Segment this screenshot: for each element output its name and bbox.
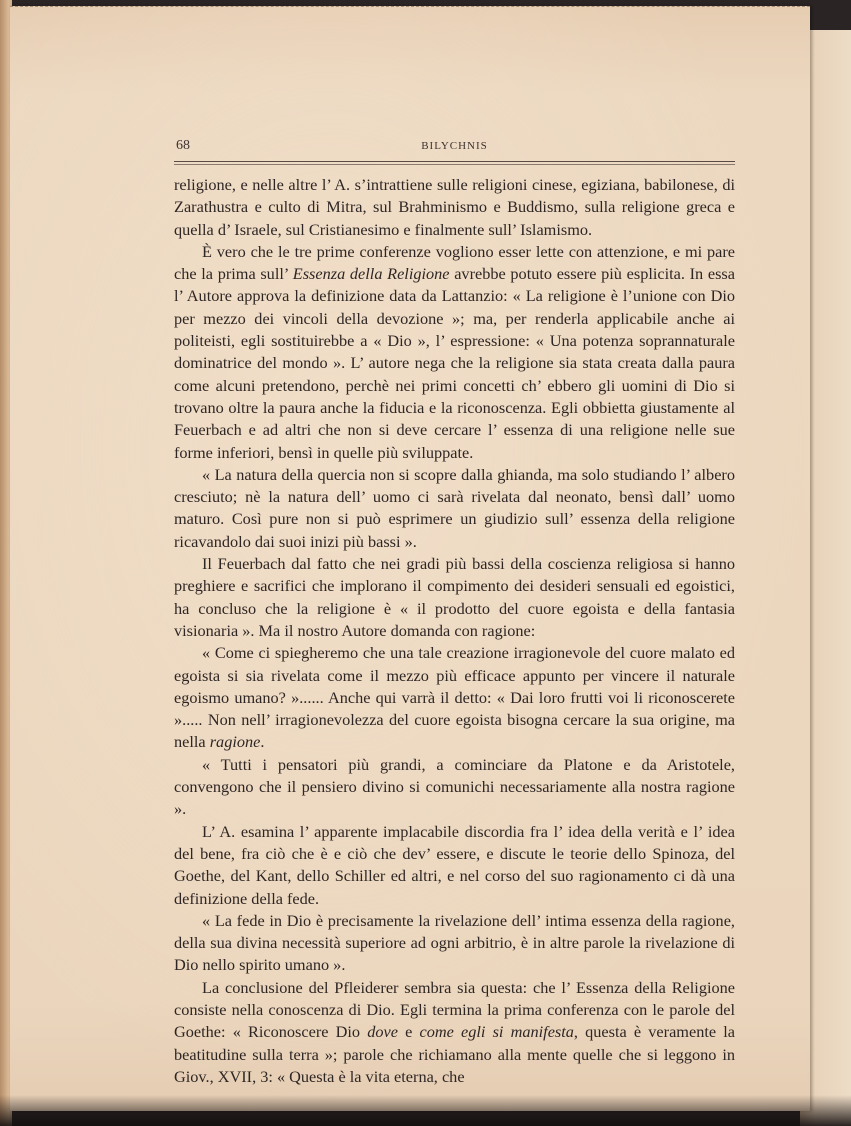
quote-paragraph bbox=[174, 754, 735, 821]
text-segment: « Come ci spiegheremo che una tale creazione irragionevole del cuore malato ed egoista si sia rivelata come il mezzo più efficace appunto per vincere il naturale egoismo umano? »...... Anche qui varrà il detto: « Dai loro frutti voi li riconoscerete »..... Non nell’ irragionevolezza del cuore egoista bisogna cercare la sua origine, ma nella bbox=[174, 643, 735, 752]
paragraph bbox=[174, 977, 735, 1088]
header-rule bbox=[174, 161, 735, 165]
body-text bbox=[174, 174, 735, 1088]
text-segment: . bbox=[260, 732, 265, 752]
text-segment: avrebbe potuto essere più esplicita. In essa l’ Autore approva la definizione data da Lattanzio: « La religione è l’unione con Dio per mezzo dei vincoli della devozione »; ma, per renderla applicabile anche ai politeisti, egli sostituirebbe a « Dio », l’ espressione: « Una potenza soprannaturale dominatrice del mondo ». L’ autore nega che la religione sia stata creata dalla paura come alcuni pretendono, perchè nei primi concetti ch’ ebbero gli uomini di Dio si trovano oltre la paura anche la fiducia e la riconoscenza. Egli obbietta giustamente al Feuerbach e ad altri che non si deve cercare l’ essenza di una religione nelle sue forme inferiori, bensì in quelle più sviluppate. bbox=[174, 264, 735, 462]
text-segment: L’ A. esamina l’ apparente implacabile discordia fra l’ idea della verità e l’ idea del bene, fra ciò che è e ciò che dev’ essere, e discute le teorie dello Spinoza, del Goethe, del Kant, dello Schiller ed altri, e nel corso del suo ragionamento ci dà una definizione della fede. bbox=[174, 821, 735, 908]
text-segment: È vero che le tre prime conferenze vogliono esser lette con attenzione, e mi pare che la prima sull’ bbox=[174, 241, 735, 284]
quote-paragraph bbox=[174, 642, 735, 753]
text-segment: « La fede in Dio è precisamente la rivelazione dell’ intima essenza della ragione, della sua divina necessità superiore ad ogni arbitrio, è in altre parole la rivelazione di Dio nello spirito umano ». bbox=[174, 910, 735, 975]
text-segment: Il Feuerbach dal fatto che nei gradi più bassi della coscienza religiosa si hanno preghiere e sacrifici che implorano il compimento dei desideri sensuali ed egoistici, ha concluso che la religione è « il prodotto del cuore egoista e della fantasia visionaria ». Ma il nostro Autore domanda con ragione: bbox=[174, 554, 735, 640]
quote-paragraph bbox=[174, 464, 735, 553]
italic-text: ragione bbox=[209, 732, 261, 752]
text-segment: e bbox=[397, 1022, 420, 1042]
page-bottom-edge bbox=[0, 1095, 851, 1126]
text-segment: La conclusione del Pfleiderer sembra sia questa: che l’ Essenza della Religione consiste nella conoscenza di Dio. Egli termina la prima conferenza con le parole del Goethe: « Riconoscere Dio bbox=[174, 977, 735, 1042]
text-segment: , questa è veramente la beatitudine sulla terra »; parole che richiamano alla mente quelle che si leggono in Giov., XVII, 3: « Questa è la vita eterna, che bbox=[174, 1022, 735, 1086]
italic-text: come egli si manifesta bbox=[419, 1022, 574, 1042]
italic-text: Essenza della Religione bbox=[292, 264, 450, 284]
page-header bbox=[176, 138, 733, 158]
paragraph bbox=[174, 553, 735, 642]
text-segment: « La natura della quercia non si scopre dalla ghianda, ma solo studiando l’ albero cresciuto; nè la natura dell’ uomo ci sarà rivelata dal neonato, bensì dall’ uomo maturo. Così pure non si può esprimere un giudizio sull’ essenza della religione ricavandolo dai suoi inizi più bassi ». bbox=[174, 464, 735, 551]
running-title: BILYCHNIS bbox=[421, 140, 488, 152]
italic-text: dove bbox=[367, 1022, 398, 1042]
paragraph bbox=[174, 241, 735, 464]
text-segment: religione, e nelle altre l’ A. s’intrattiene sulle religioni cinese, egiziana, babilonese, di Zarathustra e culto di Mitra, sul Brahminismo e Buddismo, sulla religione greca e quella d’ Israele, sul Cristianesimo e finalmente sull’ Islamismo. bbox=[174, 175, 735, 239]
paragraph bbox=[174, 174, 735, 241]
paragraph bbox=[174, 821, 735, 910]
text-segment: « Tutti i pensatori più grandi, a cominciare da Platone e da Aristotele, convengono che il pensiero divino si comunichi necessariamente alla nostra ragione ». bbox=[174, 754, 735, 819]
page-number: 68 bbox=[176, 138, 190, 153]
quote-paragraph bbox=[174, 910, 735, 977]
